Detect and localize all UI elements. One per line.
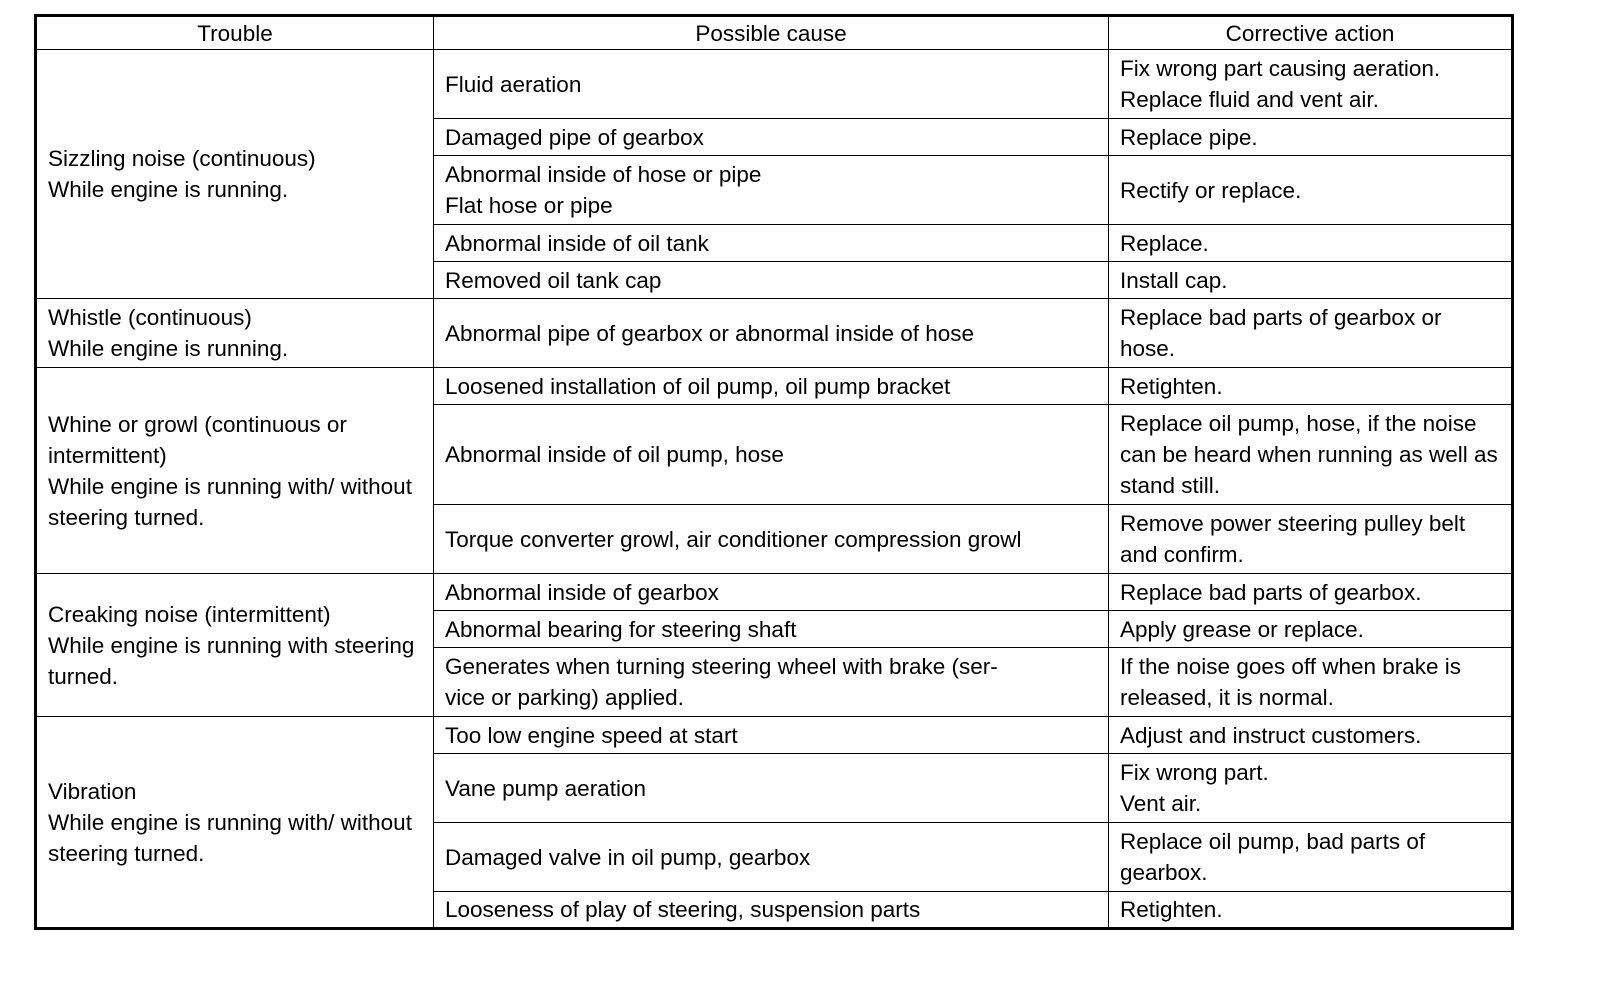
header-possible-cause: Possible cause [434,16,1109,50]
cause-cell: Abnormal inside of oil pump, hose [434,405,1109,505]
action-cell: Adjust and instruct customers. [1109,717,1513,754]
trouble-cell: Whine or growl (continuous or intermittent) While engine is running with/ without steering turned. [36,368,434,574]
table-row [36,574,1513,611]
header-corrective-action: Corrective action [1109,16,1513,50]
cause-cell: Abnormal pipe of gearbox or abnormal inside of hose [434,299,1109,368]
cause-cell: Too low engine speed at start [434,717,1109,754]
action-cell: Replace pipe. [1109,119,1513,156]
action-cell: Replace bad parts of gearbox or hose. [1109,299,1513,368]
action-cell: Retighten. [1109,892,1513,929]
action-cell: Replace. [1109,225,1513,262]
troubleshooting-table [34,14,1514,930]
trouble-cell: Whistle (continuous) While engine is running. [36,299,434,368]
trouble-cell: Sizzling noise (continuous) While engine is running. [36,50,434,299]
table-row [36,299,1513,368]
cause-cell: Torque converter growl, air conditioner compression growl [434,505,1109,574]
header-trouble: Trouble [36,16,434,50]
action-cell: Install cap. [1109,262,1513,299]
action-cell: If the noise goes off when brake is released, it is normal. [1109,648,1513,717]
table-row [36,717,1513,754]
action-cell: Replace oil pump, bad parts of gearbox. [1109,823,1513,892]
action-cell: Retighten. [1109,368,1513,405]
action-cell: Fix wrong part causing aeration. Replace fluid and vent air. [1109,50,1513,119]
cause-cell: Loosened installation of oil pump, oil pump bracket [434,368,1109,405]
table-row [36,50,1513,119]
cause-cell: Removed oil tank cap [434,262,1109,299]
cause-cell: Abnormal inside of gearbox [434,574,1109,611]
trouble-cell: Vibration While engine is running with/ without steering turned. [36,717,434,929]
cause-cell: Generates when turning steering wheel with brake (ser- vice or parking) applied. [434,648,1109,717]
action-cell: Remove power steering pulley belt and confirm. [1109,505,1513,574]
header-row [36,16,1513,50]
cause-cell: Vane pump aeration [434,754,1109,823]
action-cell: Rectify or replace. [1109,156,1513,225]
cause-cell: Abnormal bearing for steering shaft [434,611,1109,648]
action-cell: Replace oil pump, hose, if the noise can be heard when running as well as stand still. [1109,405,1513,505]
cause-cell: Damaged pipe of gearbox [434,119,1109,156]
table-row [36,368,1513,405]
action-cell: Apply grease or replace. [1109,611,1513,648]
cause-cell: Abnormal inside of hose or pipe Flat hose or pipe [434,156,1109,225]
trouble-cell: Creaking noise (intermittent) While engine is running with steering turned. [36,574,434,717]
cause-cell: Looseness of play of steering, suspension parts [434,892,1109,929]
cause-cell: Abnormal inside of oil tank [434,225,1109,262]
cause-cell: Fluid aeration [434,50,1109,119]
action-cell: Fix wrong part. Vent air. [1109,754,1513,823]
action-cell: Replace bad parts of gearbox. [1109,574,1513,611]
cause-cell: Damaged valve in oil pump, gearbox [434,823,1109,892]
